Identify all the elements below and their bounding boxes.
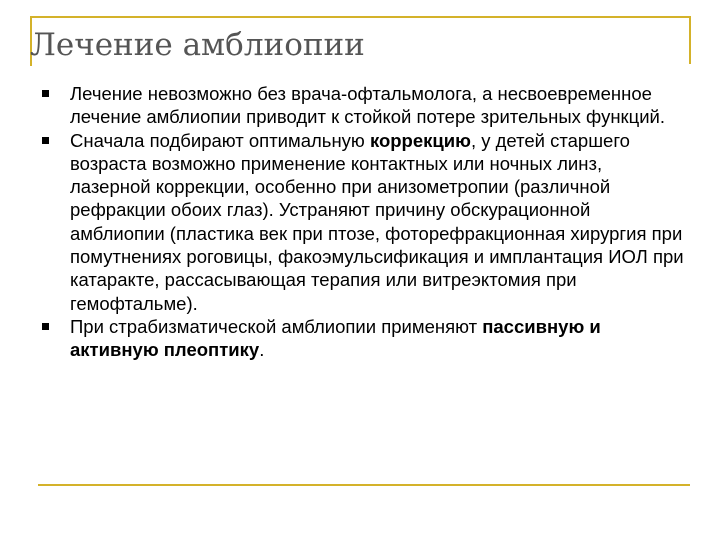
bottom-divider-line [38, 484, 690, 486]
top-border-line [30, 16, 690, 18]
bullet-bold-term: пассивную и активную плеоптику [70, 315, 601, 361]
slide-title: Лечение амблиопии [30, 27, 365, 63]
bullet-item-2 [34, 129, 684, 315]
bullet-text-after: , у детей старшего возраста возможно применение контактных или ночных линз, лазерной коррекции, особенно при анизометропии (различной рефракции обоих глаз). Устраняют причину обскурационной амблиопии (пластика век при птозе, фоторефракционная хирургия при помутнениях роговицы, факоэмульсификация и имплантация ИОЛ при катаракте, рассасывающая терапия или витреэктомия при гемофтальме). [70, 129, 684, 314]
bullet-text-before: Сначала подбирают оптимальную [70, 129, 370, 151]
bullet-text: Лечение невозможно без врача-офтальмолога, а несвоевременное лечение амблиопии приводит к стойкой потере зрительных функций. [70, 83, 666, 128]
bullet-bold-term: коррекцию [369, 129, 471, 151]
square-bullet-icon [42, 137, 49, 144]
bullet-text-after: . [259, 339, 265, 361]
square-bullet-icon [42, 323, 49, 330]
square-bullet-icon [42, 90, 49, 97]
bullet-text-before: При страбизматической амблиопии применяют [70, 315, 483, 337]
bullet-item-3 [34, 315, 684, 362]
bullet-list [34, 82, 684, 362]
bullet-item-1 [34, 82, 684, 129]
right-border-line [689, 16, 691, 64]
